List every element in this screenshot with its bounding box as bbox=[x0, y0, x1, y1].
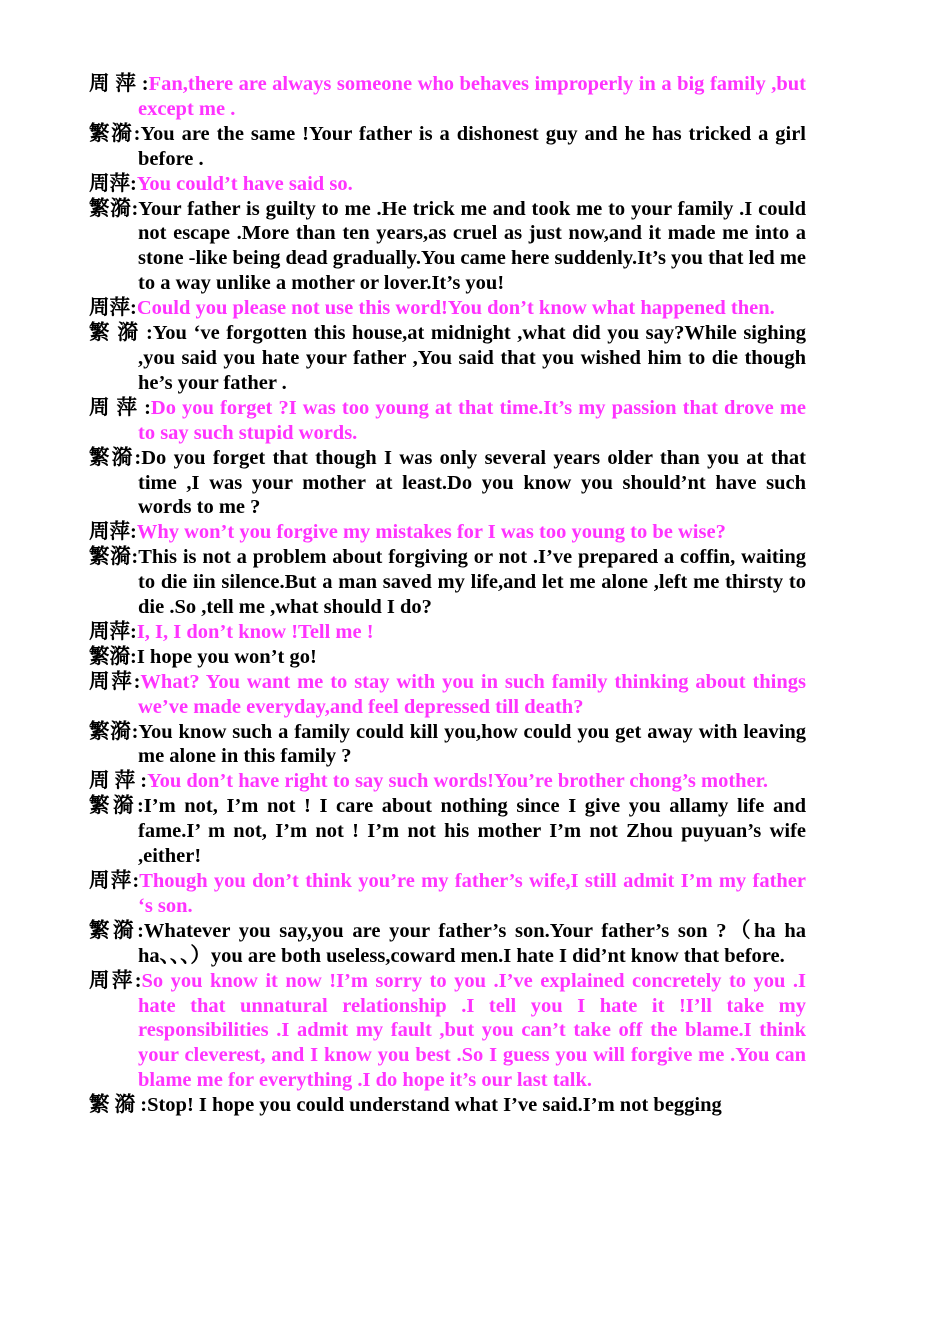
dialogue-text: Stop! I hope you could understand what I’ve said.I’m not begging bbox=[147, 1094, 722, 1117]
dialogue-text: Why won’t you forgive my mistakes for I was too young to be wise? bbox=[136, 521, 726, 544]
speaker-name: 周萍 bbox=[89, 870, 133, 892]
dialogue-text: Do you forget ?I was too young at that time.It’s my passion that drove me to say such stupid words. bbox=[138, 396, 806, 444]
speaker-colon: : bbox=[134, 446, 142, 469]
speaker-colon: : bbox=[130, 620, 137, 643]
dialogue-text: I hope you won’t go! bbox=[136, 645, 317, 668]
dialogue-line bbox=[89, 645, 806, 670]
dialogue-line bbox=[89, 520, 806, 545]
speaker-colon: : bbox=[130, 645, 137, 668]
speaker-name: 周萍 bbox=[89, 297, 130, 320]
speaker-colon: : bbox=[137, 919, 144, 942]
document-page bbox=[89, 72, 806, 1118]
speaker-name: 繁 漪 bbox=[89, 1094, 141, 1117]
speaker-colon: : bbox=[133, 670, 141, 693]
dialogue-line bbox=[89, 869, 806, 919]
speaker-name: 繁漪 bbox=[89, 919, 138, 942]
speaker-colon: : bbox=[131, 720, 139, 743]
dialogue-line bbox=[89, 1093, 806, 1118]
dialogue-text: You are the same !Your father is a dishonest guy and he has tricked a girl before . bbox=[138, 122, 806, 170]
speaker-colon: : bbox=[132, 870, 140, 892]
speaker-colon: : bbox=[131, 546, 139, 569]
dialogue-text: I, I, I don’t know !Tell me ! bbox=[136, 620, 374, 643]
dialogue-text: So you know it now !I’m sorry to you .I’ve explained concretely to you .I hate that unnatural relationship .I tell you I hate it !I’ll take my responsibilities .I admit my fault ,but you can’t take off the blame.I think your cleverest, and I know you best .So I guess you will forgive me .You can blame me for everything .I do hope it’s our last talk. bbox=[138, 969, 806, 1092]
dialogue-text: What? You want me to stay with you in such family thinking about things we’ve made everyday,and feel depressed till death? bbox=[138, 670, 806, 718]
dialogue-line bbox=[89, 197, 806, 297]
speaker-colon: : bbox=[130, 172, 137, 195]
dialogue-text: Whatever you say,you are your father’s son.Your father’s son ?（ha ha ha、、、）you are both useless,coward men.I hate I did’nt know that before. bbox=[138, 919, 806, 967]
speaker-colon: : bbox=[140, 1094, 148, 1117]
speaker-name: 繁漪 bbox=[89, 197, 132, 220]
dialogue-line bbox=[89, 122, 806, 172]
speaker-colon: : bbox=[141, 73, 149, 95]
speaker-name: 繁漪 bbox=[89, 446, 135, 469]
dialogue-line bbox=[89, 794, 806, 869]
dialogue-line bbox=[89, 620, 806, 645]
dialogue-text: You could’t have said so. bbox=[136, 172, 353, 195]
speaker-colon: : bbox=[140, 770, 148, 793]
dialogue-text: Though you don’t think you’re my father’s wife,I still admit I’m my father ‘s son. bbox=[138, 870, 807, 917]
speaker-name: 繁 漪 bbox=[89, 322, 146, 345]
dialogue-line bbox=[89, 670, 806, 720]
speaker-colon: : bbox=[144, 396, 151, 419]
dialogue-line bbox=[89, 72, 806, 122]
dialogue-text: You ‘ve forgotten this house,at midnight ,what did you say?While sighing ,you said you hate your father ,You said that you wished him to die though he’s your father . bbox=[138, 322, 806, 394]
speaker-name: 繁漪 bbox=[89, 546, 132, 569]
dialogue-line bbox=[89, 396, 806, 446]
speaker-name: 繁漪 bbox=[89, 645, 130, 668]
dialogue-line bbox=[89, 296, 806, 321]
dialogue-text: Do you forget that though I was only several years older than you at that time ,I was your mother at least.Do you know you should’nt have such words to me ? bbox=[138, 446, 807, 519]
speaker-name: 周萍 bbox=[89, 969, 135, 992]
speaker-name: 繁漪 bbox=[89, 795, 137, 818]
speaker-name: 繁漪 bbox=[89, 720, 132, 743]
dialogue-text: Your father is guilty to me .He trick me and took me to your family .I could not escape .More than ten years,as cruel as just now,and it made me into a stone -like being dead gradually.You came here suddenly.It’s you that led me to a way unlike a mother or lover.It’s you! bbox=[138, 197, 807, 295]
dialogue-line bbox=[89, 321, 806, 396]
speaker-name: 周萍 bbox=[89, 521, 130, 544]
dialogue-text: You don’t have right to say such words!You’re brother chong’s mother. bbox=[147, 770, 768, 793]
speaker-name: 繁漪 bbox=[89, 122, 134, 145]
dialogue-line bbox=[89, 446, 806, 521]
speaker-colon: : bbox=[134, 969, 142, 992]
speaker-name: 周 萍 bbox=[89, 396, 145, 419]
dialogue-text: You know such a family could kill you,how could you get away with leaving me alone in this family ? bbox=[138, 720, 806, 768]
dialogue-line bbox=[89, 919, 806, 969]
speaker-colon: : bbox=[133, 122, 141, 145]
speaker-name: 周萍 bbox=[89, 670, 134, 693]
speaker-colon: : bbox=[136, 795, 144, 818]
speaker-name: 周萍 bbox=[89, 172, 130, 195]
speaker-colon: : bbox=[130, 521, 137, 544]
speaker-name: 周萍 bbox=[89, 620, 130, 643]
dialogue-text: This is not a problem about forgiving or not .I’ve prepared a coffin, waiting to die iin silence.But a man saved my life,and let me alone ,left me thirsty to die .So ,tell me ,what should I do? bbox=[138, 546, 806, 619]
dialogue-text: Fan,there are always someone who behaves improperly in a big family ,but except me . bbox=[138, 73, 806, 120]
speaker-colon: : bbox=[145, 322, 153, 345]
dialogue-line bbox=[89, 172, 806, 197]
speaker-name: 周 萍 bbox=[89, 770, 141, 793]
dialogue-text: I’m not, I’m not ! I care about nothing since I give you allamy life and fame.I’ m not, I’m not ! I’m not his mother I’m not Zhou puyuan’s wife ,either! bbox=[138, 795, 806, 868]
speaker-colon: : bbox=[131, 197, 139, 220]
speaker-name: 周 萍 bbox=[89, 73, 142, 95]
dialogue-line bbox=[89, 545, 806, 620]
dialogue-line bbox=[89, 720, 806, 770]
dialogue-line bbox=[89, 769, 806, 794]
dialogue-text: Could you please not use this word!You don’t know what happened then. bbox=[136, 297, 775, 320]
dialogue-line bbox=[89, 969, 806, 1094]
speaker-colon: : bbox=[130, 297, 137, 320]
